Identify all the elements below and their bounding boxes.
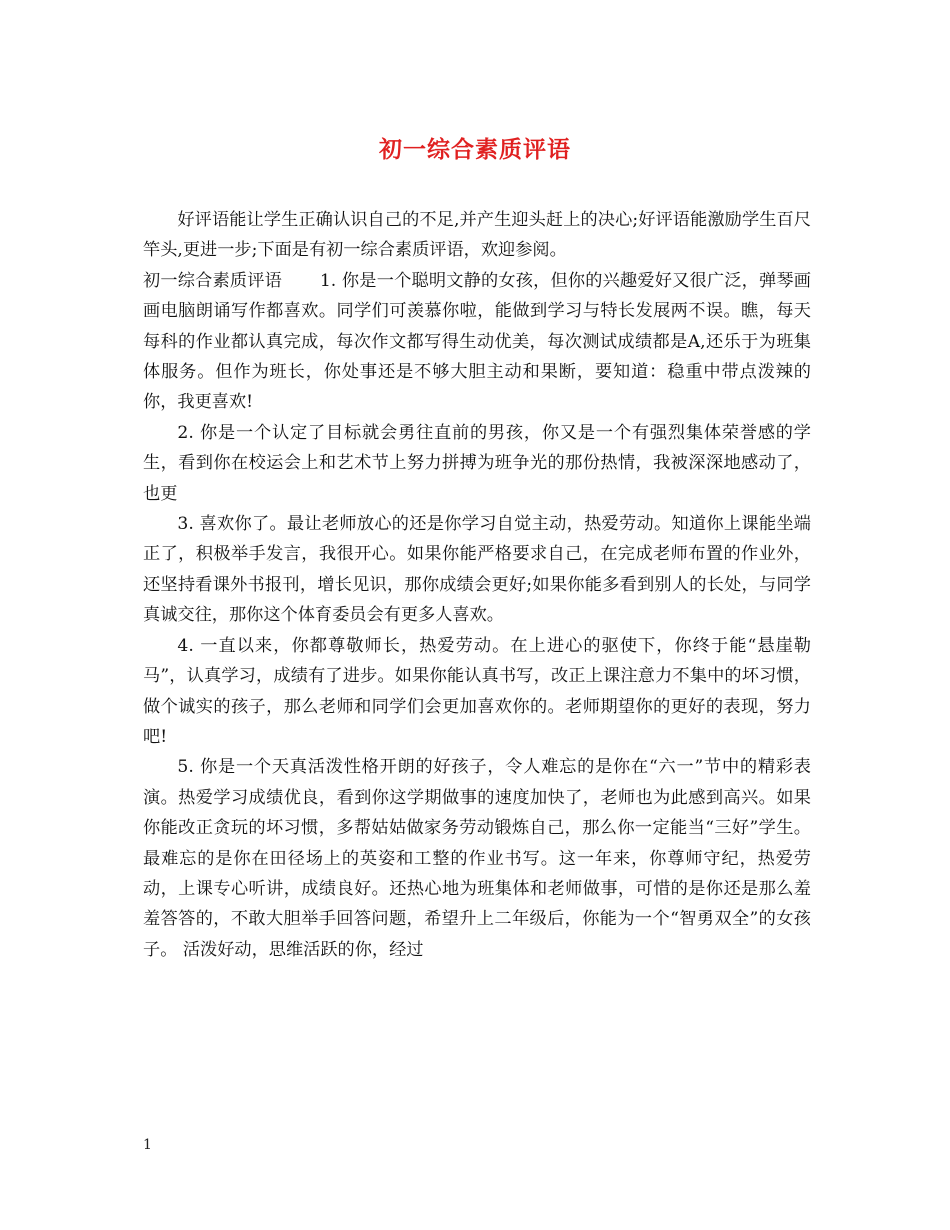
intro-paragraph: 好评语能让学生正确认识自己的不足,并产生迎头赶上的决心;好评语能激励学生百尺竿头,更进一步;下面是有初一综合素质评语，欢迎参阅。 [143,210,811,261]
comment-paragraph-2: 2. 你是一个认定了目标就会勇往直前的男孩，你又是一个有强烈集体荣誉感的学生，看到你在校运会上和艺术节上努力拼搏为班争光的那份热情，我被深深地感动了，也更 [143,422,811,504]
comment-paragraph-5: 5. 你是一个天真活泼性格开朗的好孩子，令人难忘的是你在“六一”节中的精彩表演。热爱学习成绩优良，看到你这学期做事的速度加快了，老师也为此感到高兴。如果你能改正贪玩的坏习惯，多帮姑姑做家务劳动锻炼自己，那么你一定能当“三好”学生。 最难忘的是你在田径场上的英姿和工整的作业书写。这一年来，你尊师守纪，热爱劳动，上课专心听讲，成绩良好。还热心地为班集体和老师做事，可惜的是你还是那么羞羞答答的，不敢大胆举手回答问题，希望升上二年级后，你能为一个“智勇双全”的女孩子。 活泼好动，思维活跃的你，经过 [143,757,811,960]
document-title: 初一综合素质评语 [379,136,571,163]
section-heading: 初一综合素质评语 [143,270,283,291]
comment-1-text: 1. 你是一个聪明文静的女孩，但你的兴趣爱好又很广泛，弹琴画画电脑朗诵写作都喜欢。同学们可羡慕你啦，能做到学习与特长发展两不误。瞧，每天每科的作业都认真完成，每次作文都写得生动优美，每次测试成绩都是A,还乐于为班集体服务。但作为班长，你处事还是不够大胆主动和果断，要知道：稳重中带点泼辣的你，我更喜欢! [143,270,811,413]
comment-paragraph-3: 3. 喜欢你了。最让老师放心的还是你学习自觉主动，热爱劳动。知道你上课能坐端正了，积极举手发言，我很开心。如果你能严格要求自己，在完成老师布置的作业外，还坚持看课外书报刊，增长见识，那你成绩会更好;如果你能多看到别人的长处，与同学真诚交往，那你这个体育委员会有更多人喜欢。 [143,514,811,626]
document-body [143,205,811,965]
page-number: 1 [143,1137,152,1153]
comment-paragraph-1 [143,266,811,418]
comment-paragraph-4: 4. 一直以来，你都尊敬师长，热爱劳动。在上进心的驱使下，你终于能“悬崖勒马”，认真学习，成绩有了进步。如果你能认真书写，改正上课注意力不集中的坏习惯，做个诚实的孩子，那么老师和同学们会更加喜欢你的。老师期望你的更好的表现，努力吧! [143,635,811,747]
